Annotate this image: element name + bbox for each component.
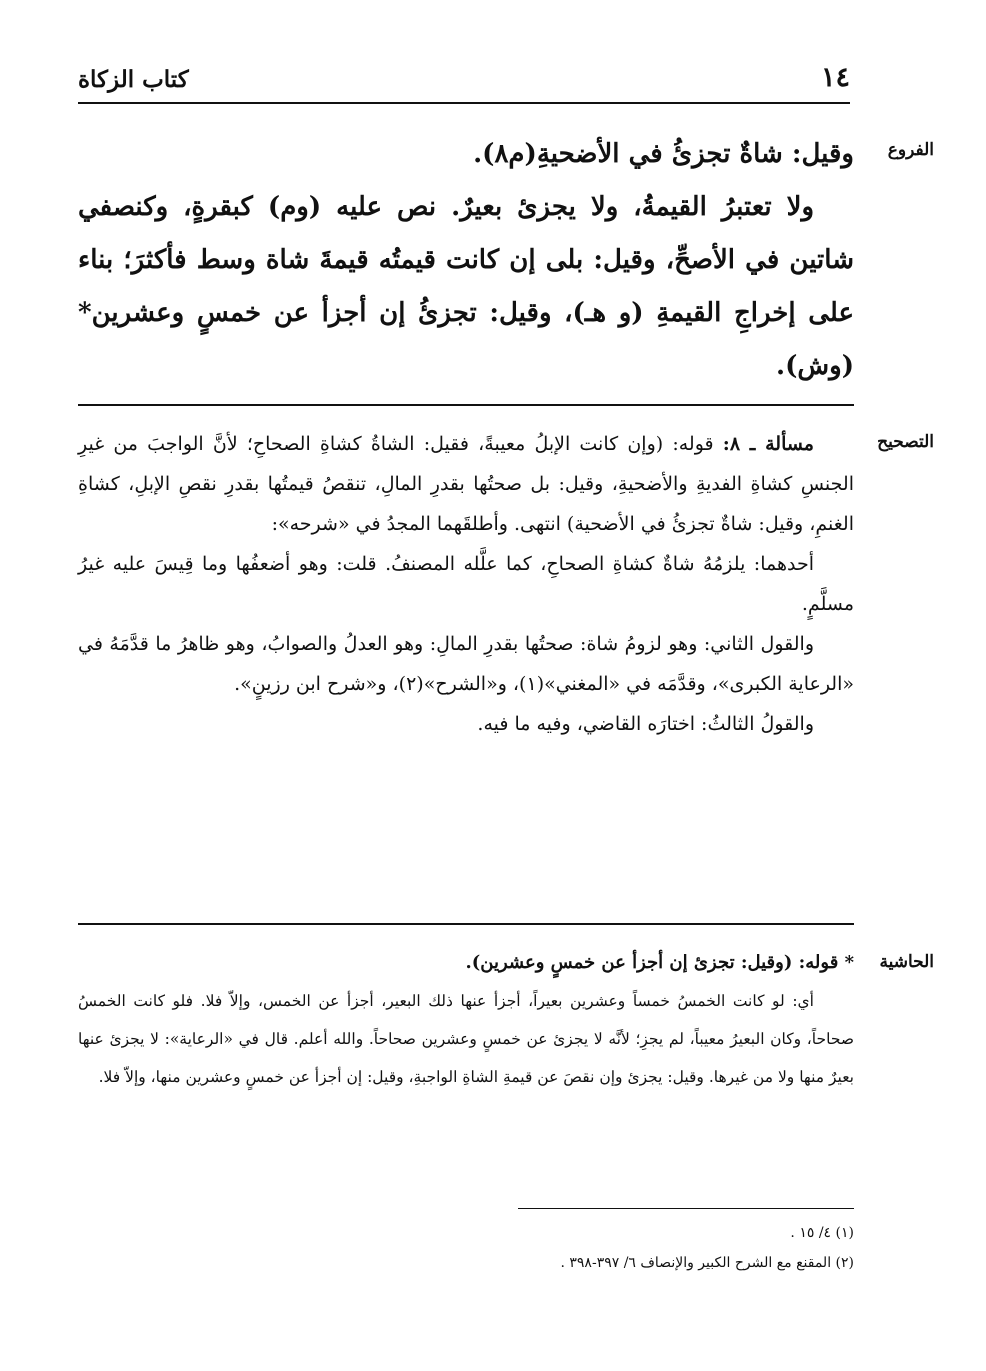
book-title: كتاب الزكاة — [78, 66, 189, 93]
furu-line1: وقيل: شاةٌ تجزئُ في الأضحيةِ(م٨). — [473, 139, 854, 169]
tashih-label: التصحيح — [877, 432, 934, 452]
masala-title: مسألة ـ ٨: — [722, 433, 814, 455]
tashih-section — [78, 424, 934, 744]
divider-rule — [78, 404, 854, 406]
page-header — [78, 56, 850, 104]
hashiya-section — [78, 944, 934, 1096]
tashih-paragraph-2: أحدهما: يلزمُهُ شاةٌ كشاةِ الصحاحِ، كما علَّله المصنفُ. قلت: وهو أضعفُها وما قِيسَ عليه غيرُ مسلَّمٍ. — [78, 553, 854, 615]
hashiya-label: الحاشية — [879, 952, 934, 972]
footnote-rule — [518, 1208, 854, 1209]
footnotes — [78, 1218, 854, 1278]
tashih-paragraph-3: والقول الثاني: وهو لزومُ شاة: صحتُها بقدرِ المالِ: وهو العدلُ والصوابُ، وهو ظاهرُ ما قدَّمَهُ في «الرعاية الكبرى»، وقدَّمَه في «المغني»(١)، و«الشرح»(٢)، و«شرح ابن رزينٍ». — [78, 633, 854, 695]
header-rule — [78, 102, 850, 104]
tashih-p1-text: قوله: (وإن كانت الإبلُ معيبةً، فقيل: الشاةُ كشاةِ الصحاحِ؛ لأنَّ الواجبَ من غيرِ الجنسِ كشاةِ الفديةِ والأضحيةِ، وقيل: بل صحتُها بقدرِ المالِ، تنقصُ قيمتُها بقدرِ نقصِ الإبلِ، كشاةِ الغنمِ، وقيل: شاةٌ تجزئُ في الأضحية) انتهى. وأطلقَهما المجدُ في «شرحه»: — [78, 433, 854, 535]
furu-paragraph: ولا تعتبرُ القيمةُ، ولا يجزئ بعيرٌ. نص عليه (وم) كبقرةٍ، وكنصفي شاتين في الأصحِّ، وقيل: بلى إن كانت قيمتُه قيمةَ شاة وسط فأكثرَ؛ بناء على إخراجِ القيمةِ (و هـ)، وقيل: تجزئُ إن أجزأ عن خمسٍ وعشرين* (وش). — [78, 192, 854, 381]
furu-section — [78, 128, 934, 393]
hashiya-body: أي: لو كانت الخمسُ خمساً وعشرين بعيراً، أجزأ عنها ذلك البعير، أجزأ عن الخمس، وإلاّ فلا. فلو كانت الخمسُ صحاحاً، وكان البعيرُ معيباً، لم يجزِ؛ لأنَّه لا يجزئ عن خمسٍ وعشرين صحاحاً. والله أعلم. قال في «الرعاية»: لا يجزئ عنها بعيرٌ منها ولا من غيرها. وقيل: يجزئ وإن نقصَ عن قيمةِ الشاةِ الواجبةِ، وقيل: إن أجزأ عن خمسٍ وعشرين منها، وإلاّ فلا. — [78, 992, 854, 1086]
furu-label: الفروع — [887, 140, 934, 160]
hashiya-head: * قوله: (وقيل: تجزئ إن أجزأ عن خمسٍ وعشرين). — [465, 952, 854, 973]
tashih-paragraph-1 — [78, 424, 854, 544]
tashih-paragraph-4: والقولُ الثالثُ: اختارَه القاضي، وفيه ما فيه. — [477, 713, 814, 735]
footnote-2: (٢) المقنع مع الشرح الكبير والإنصاف ٦/ ٣٩٧-٣٩٨ . — [560, 1255, 854, 1271]
divider-rule — [78, 923, 854, 925]
page-number: ١٤ — [820, 62, 850, 93]
footnote-1: (١) ٤/ ١٥ . — [790, 1225, 854, 1241]
